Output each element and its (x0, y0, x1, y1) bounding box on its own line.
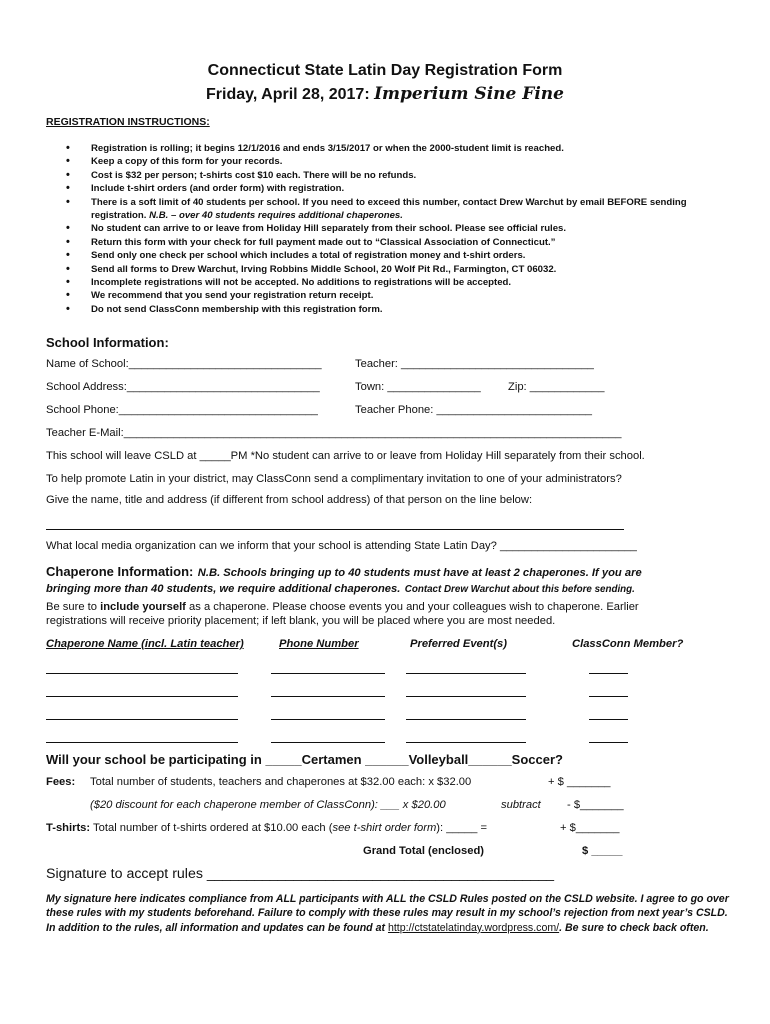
instruction-item: • No student can arrive to or leave from Holiday Hill separately from their school. Please see official rules. (46, 222, 736, 235)
chaperone-name-blank[interactable] (46, 696, 238, 697)
chaperone-event-blank[interactable] (406, 673, 526, 674)
school-info-heading: School Information: (46, 335, 169, 350)
teacher-email-field[interactable]: Teacher E-Mail:________________________________________________________________________________ (46, 427, 622, 439)
compliance-text: My signature here indicates compliance from ALL participants with ALL the CSLD Rules posted on the CSLD website. I agree to go over these rules with my students beforehand. Failure to comply with these rules may result in my school’s rejection from next year’s CSLD. In addition to the rules, all information and updates can be found at (46, 893, 729, 934)
instructions-heading: REGISTRATION INSTRUCTIONS: (46, 116, 210, 128)
chaperone-nb-text2: bringing more than 40 students, we require additional chaperones. (46, 583, 401, 595)
instruction-item: • Send all forms to Drew Warchut, Irving Robbins Middle School, 20 Wolf Pit Rd., Farmington, CT 06032. (46, 263, 736, 276)
chaperone-name-blank[interactable] (46, 719, 238, 720)
chaperone-member-blank[interactable] (589, 696, 628, 697)
instruction-item: • Cost is $32 per person; t-shirts cost $10 each. There will be no refunds. (46, 169, 736, 182)
tshirt-text2[interactable]: ): _____ = (436, 822, 487, 834)
administrator-instruction: Give the name, title and address (if different from school address) of that person on the line below: (46, 494, 533, 506)
besure-prefix: Be sure to (46, 601, 97, 613)
column-classconn-member: ClassConn Member? (572, 638, 684, 650)
chaperone-phone-blank[interactable] (271, 696, 385, 697)
media-question-field[interactable]: What local media organization can we inform that your school is attending State Latin Day? ______________________ (46, 540, 637, 552)
chaperone-nb-text: N.B. Schools bringing up to 40 students must have at least 2 chaperones. If you are (197, 567, 642, 579)
instruction-item: • Do not send ClassConn membership with this registration form. (46, 303, 736, 316)
fees-line2-amount[interactable]: - $_______ (567, 799, 624, 811)
teacher-field[interactable]: Teacher: _______________________________ (355, 358, 594, 370)
grand-total-amount[interactable]: $ _____ (582, 845, 623, 857)
tshirt-text: Total number of t-shirts ordered at $10.00 each ( (93, 822, 333, 834)
chaperone-event-blank[interactable] (406, 742, 526, 743)
instructions-list (46, 142, 736, 316)
chaperone-member-blank[interactable] (589, 742, 628, 743)
town-field[interactable]: Town: _______________ (355, 381, 481, 393)
participation-question[interactable]: Will your school be participating in _____Certamen ______Volleyball______Soccer? (46, 752, 563, 767)
grand-total-label: Grand Total (enclosed) (363, 845, 485, 857)
column-phone-number: Phone Number (279, 638, 359, 650)
instruction-item: • Incomplete registrations will not be accepted. No additions to registrations will be accepted. (46, 276, 736, 289)
column-preferred-events: Preferred Event(s) (410, 638, 507, 650)
instruction-item: • Return this form with your check for full payment made out to “Classical Association of Connecticut.” (46, 236, 736, 249)
chaperone-member-blank[interactable] (589, 719, 628, 720)
instruction-item (46, 196, 736, 223)
chaperone-phone-blank[interactable] (271, 719, 385, 720)
chaperone-nb-row2 (46, 579, 635, 597)
signature-field[interactable]: Signature to accept rules ____________________________________________ (46, 866, 555, 882)
form-subtitle (0, 84, 770, 104)
chaperone-event-blank[interactable] (406, 696, 526, 697)
school-address-field[interactable]: School Address:_______________________________ (46, 381, 320, 393)
fees-line1: Total number of students, teachers and chaperones at $32.00 each: x $32.00 (90, 776, 472, 788)
instruction-item: • Send only one check per school which includes a total of registration money and t-shirt orders. (46, 249, 736, 262)
compliance-statement (46, 892, 736, 935)
school-name-field[interactable]: Name of School:_______________________________ (46, 358, 322, 370)
event-motto: Imperium Sine Fine (374, 84, 564, 104)
fees-label: Fees: (46, 776, 76, 788)
fees-line2-op: subtract (501, 799, 541, 811)
besure-rest: as a chaperone. Please choose events you and your colleagues wish to chaperone. Earlier (189, 601, 639, 613)
instruction-item: • Keep a copy of this form for your records. (46, 155, 736, 168)
chaperone-phone-blank[interactable] (271, 673, 385, 674)
administrator-line[interactable] (46, 529, 624, 530)
tshirt-amount[interactable]: + $_______ (560, 822, 620, 834)
besure-bold: include yourself (100, 601, 186, 613)
event-date: Friday, April 28, 2017: (206, 86, 370, 103)
instruction-text: There is a soft limit of 40 students per school. If you need to exceed this number, contact Drew Warchut by email BEFORE sending registration. (91, 196, 687, 222)
website-link[interactable]: http://ctstatelatinday.wordpress.com/ (387, 921, 560, 934)
chaperone-phone-blank[interactable] (271, 742, 385, 743)
leave-time-field[interactable]: This school will leave CSLD at _____PM *No student can arrive to or leave from Holiday Hill separately from their school. (46, 450, 645, 462)
tshirt-italic: see t-shirt order form (332, 822, 437, 834)
column-chaperone-name: Chaperone Name (incl. Latin teacher) (46, 638, 244, 650)
chaperone-note-line1 (46, 601, 639, 613)
chaperone-heading: Chaperone Information: (46, 564, 194, 579)
instruction-note: N.B. – over 40 students requires additional chaperones. (149, 210, 403, 222)
form-title: Connecticut State Latin Day Registration Form (207, 62, 563, 79)
tshirt-label: T-shirts: (46, 822, 91, 834)
instruction-item: • Include t-shirt orders (and order form) with registration. (46, 182, 736, 195)
fees-line2: ($20 discount for each chaperone member of ClassConn): ___ x $20.00 (90, 799, 446, 811)
chaperone-note-line2: registrations will receive priority placement; if left blank, you will be placed where you are most needed. (46, 615, 556, 627)
instruction-item: • Registration is rolling; it begins 12/1/2016 and ends 3/15/2017 or when the 2000-student limit is reached. (46, 142, 736, 155)
tshirt-row (46, 822, 487, 834)
chaperone-event-blank[interactable] (406, 719, 526, 720)
zip-field[interactable]: Zip: ____________ (508, 381, 605, 393)
school-phone-field[interactable]: School Phone:________________________________ (46, 404, 318, 416)
fees-line1-amount[interactable]: + $ _______ (548, 776, 611, 788)
promote-question: To help promote Latin in your district, may ClassConn send a complimentary invitation to one of your administrators? (46, 473, 622, 485)
chaperone-contact-text: Contact Drew Warchut about this before sending. (404, 584, 635, 595)
instruction-item: • We recommend that you send your registration return receipt. (46, 289, 736, 302)
chaperone-name-blank[interactable] (46, 742, 238, 743)
chaperone-member-blank[interactable] (589, 673, 628, 674)
chaperone-name-blank[interactable] (46, 673, 238, 674)
compliance-closing: . Be sure to check back often. (559, 921, 709, 934)
teacher-phone-field[interactable]: Teacher Phone: _________________________ (355, 404, 593, 416)
